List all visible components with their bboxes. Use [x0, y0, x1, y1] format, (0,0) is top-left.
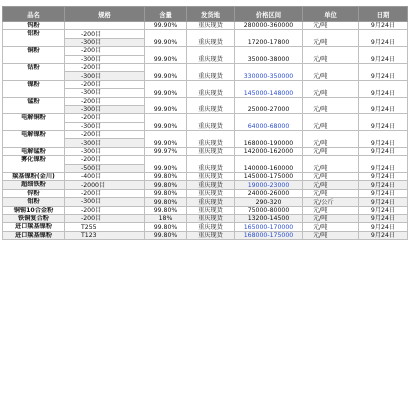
product-unit: 元/吨 [303, 22, 359, 30]
product-price: 168000-175000 [235, 231, 303, 239]
product-date: 9月24日 [359, 97, 408, 114]
product-purity: 99.80% [145, 173, 187, 181]
product-origin: 重庆现货 [187, 30, 235, 47]
product-date: 9月24日 [359, 173, 408, 181]
product-date: 9月24日 [359, 30, 408, 47]
product-purity: 99.90% [145, 47, 187, 64]
product-date: 9月24日 [359, 198, 408, 206]
product-purity: 99.80% [145, 223, 187, 231]
table-row [3, 147, 408, 155]
product-date: 9月24日 [359, 156, 408, 173]
header-unit: 单位 [303, 7, 359, 22]
product-origin: 重庆现货 [187, 147, 235, 155]
product-name: 铜锡10合金粉 [3, 206, 65, 214]
product-date: 9月24日 [359, 47, 408, 64]
product-date: 9月24日 [359, 231, 408, 239]
product-date: 9月24日 [359, 206, 408, 214]
product-date: 9月24日 [359, 189, 408, 197]
product-spec: -300目 [65, 89, 145, 97]
product-unit: 元/吨 [303, 173, 359, 181]
product-price: 64000-68000 [235, 114, 303, 131]
product-unit: 元/吨 [303, 63, 359, 80]
product-unit: 元/公斤 [303, 198, 359, 206]
product-name: 铝粉 [3, 30, 65, 47]
table-row [3, 214, 408, 222]
product-unit: 元/吨 [303, 97, 359, 114]
product-unit: 元/吨 [303, 114, 359, 131]
table-row [3, 156, 408, 164]
table-row [3, 231, 408, 239]
product-unit: 元/吨 [303, 231, 359, 239]
product-name: 锌粉 [3, 189, 65, 197]
product-name: 电解锰粉 [3, 147, 65, 155]
product-spec: -300目 [65, 72, 145, 80]
product-spec: T123 [65, 231, 145, 239]
product-spec: -500目 [65, 164, 145, 172]
product-name: 电解铜粉 [3, 114, 65, 131]
product-origin: 重庆现货 [187, 47, 235, 64]
table-row [3, 198, 408, 206]
product-purity: 99.80% [145, 181, 187, 189]
product-spec: -200目 [65, 30, 145, 38]
product-spec: -2000目 [65, 181, 145, 189]
header-price: 价格区间 [235, 7, 303, 22]
product-origin: 重庆现货 [187, 198, 235, 206]
product-unit: 元/吨 [303, 181, 359, 189]
header-origin: 发货地 [187, 7, 235, 22]
table-row [3, 189, 408, 197]
product-spec: -200目 [65, 80, 145, 88]
table-row [3, 47, 408, 55]
product-spec: -200目 [65, 47, 145, 55]
product-origin: 重庆现货 [187, 206, 235, 214]
product-unit: 元/吨 [303, 189, 359, 197]
product-spec: -200目 [65, 63, 145, 71]
product-unit: 元/吨 [303, 147, 359, 155]
product-origin: 重庆现货 [187, 63, 235, 80]
product-purity: 99.90% [145, 97, 187, 114]
product-spec: -200目 [65, 206, 145, 214]
product-name: 电解镍粉 [3, 131, 65, 148]
product-spec: -200目 [65, 131, 145, 139]
product-spec: -300目 [65, 139, 145, 147]
product-price: 145000-148000 [235, 80, 303, 97]
product-origin: 重庆现货 [187, 189, 235, 197]
product-origin: 重庆现货 [187, 223, 235, 231]
product-spec: -200目 [65, 189, 145, 197]
product-name: 羰基镍粉(金川) [3, 173, 65, 181]
product-purity: 99.90% [145, 80, 187, 97]
product-name: 镍粉 [3, 80, 65, 97]
product-name: 锰粉 [3, 97, 65, 114]
product-date: 9月24日 [359, 147, 408, 155]
product-origin: 重庆现货 [187, 22, 235, 30]
product-purity: 99.80% [145, 198, 187, 206]
product-purity: 99.90% [145, 156, 187, 173]
product-spec: -300目 [65, 198, 145, 206]
product-price: 280000-360000 [235, 22, 303, 30]
table-row [3, 63, 408, 71]
table-row [3, 22, 408, 30]
product-spec: -200目 [65, 97, 145, 105]
product-spec: -300目 [65, 55, 145, 63]
product-purity: 99.90% [145, 30, 187, 47]
product-purity: 99.80% [145, 231, 187, 239]
header-date: 日期 [359, 7, 408, 22]
product-purity: 99.90% [145, 114, 187, 131]
table-row [3, 223, 408, 231]
product-price: 140000-160000 [235, 156, 303, 173]
product-purity: 99.90% [145, 131, 187, 148]
product-spec: -300目 [65, 105, 145, 113]
product-origin: 重庆现货 [187, 156, 235, 173]
product-date: 9月24日 [359, 80, 408, 97]
product-price: 25000-27000 [235, 97, 303, 114]
product-origin: 重庆现货 [187, 231, 235, 239]
product-price: 35000-38000 [235, 47, 303, 64]
product-origin: 重庆现货 [187, 131, 235, 148]
product-spec: -300目 [65, 147, 145, 155]
header-spec: 规格 [65, 7, 145, 22]
product-date: 9月24日 [359, 223, 408, 231]
product-date: 9月24日 [359, 114, 408, 131]
product-name: 超细铁粉 [3, 181, 65, 189]
product-price: 290-320 [235, 198, 303, 206]
product-price: 24000-26000 [235, 189, 303, 197]
product-unit: 元/吨 [303, 131, 359, 148]
table-row [3, 97, 408, 105]
product-price: 142000-162000 [235, 147, 303, 155]
product-unit: 元/吨 [303, 223, 359, 231]
product-name: 铁铜复合粉 [3, 214, 65, 222]
product-price: 19000-23000 [235, 181, 303, 189]
product-origin: 重庆现货 [187, 181, 235, 189]
product-unit: 元/吨 [303, 206, 359, 214]
product-date: 9月24日 [359, 181, 408, 189]
table-row [3, 181, 408, 189]
product-spec [65, 22, 145, 30]
product-name: 进口羰基镍粉 [3, 223, 65, 231]
product-origin: 重庆现货 [187, 214, 235, 222]
header-name: 品名 [3, 7, 65, 22]
product-unit: 元/吨 [303, 47, 359, 64]
product-spec: -400目 [65, 173, 145, 181]
product-purity: 18% [145, 214, 187, 222]
product-date: 9月24日 [359, 63, 408, 80]
product-name: 钼粉 [3, 198, 65, 206]
product-purity: 99.90% [145, 63, 187, 80]
price-table [2, 6, 408, 240]
product-spec: -200目 [65, 156, 145, 164]
product-spec: T255 [65, 223, 145, 231]
product-unit: 元/吨 [303, 80, 359, 97]
product-origin: 重庆现货 [187, 97, 235, 114]
product-price: 13200-14500 [235, 214, 303, 222]
product-price: 168000-190000 [235, 131, 303, 148]
product-date: 9月24日 [359, 22, 408, 30]
product-unit: 元/吨 [303, 214, 359, 222]
table-row [3, 80, 408, 88]
product-price: 165000-170000 [235, 223, 303, 231]
header-row [3, 7, 408, 22]
product-name: 铜粉 [3, 47, 65, 64]
product-name: 进口羰基镍粉 [3, 231, 65, 239]
product-purity: 99.80% [145, 189, 187, 197]
table-body [3, 22, 408, 240]
product-price: 145000-175000 [235, 173, 303, 181]
product-date: 9月24日 [359, 214, 408, 222]
table-row [3, 114, 408, 122]
product-name: 钨粉 [3, 22, 65, 30]
product-purity: 99.97% [145, 147, 187, 155]
product-origin: 重庆现货 [187, 173, 235, 181]
product-spec: -200目 [65, 214, 145, 222]
table-row [3, 30, 408, 38]
product-spec: -200目 [65, 114, 145, 122]
product-unit: 元/吨 [303, 30, 359, 47]
product-price: 17200-17800 [235, 30, 303, 47]
table-row [3, 131, 408, 139]
product-price: 330000-350000 [235, 63, 303, 80]
product-origin: 重庆现货 [187, 114, 235, 131]
product-origin: 重庆现货 [187, 80, 235, 97]
header-purity: 含量 [145, 7, 187, 22]
product-unit: 元/吨 [303, 156, 359, 173]
table-row [3, 206, 408, 214]
product-purity: 99.80% [145, 206, 187, 214]
product-spec: -300目 [65, 38, 145, 46]
product-purity: 99.90% [145, 22, 187, 30]
product-spec: -300目 [65, 122, 145, 130]
product-name: 钴粉 [3, 63, 65, 80]
product-name: 雾化镍粉 [3, 156, 65, 173]
table-row [3, 173, 408, 181]
product-date: 9月24日 [359, 131, 408, 148]
product-price: 75000-80000 [235, 206, 303, 214]
